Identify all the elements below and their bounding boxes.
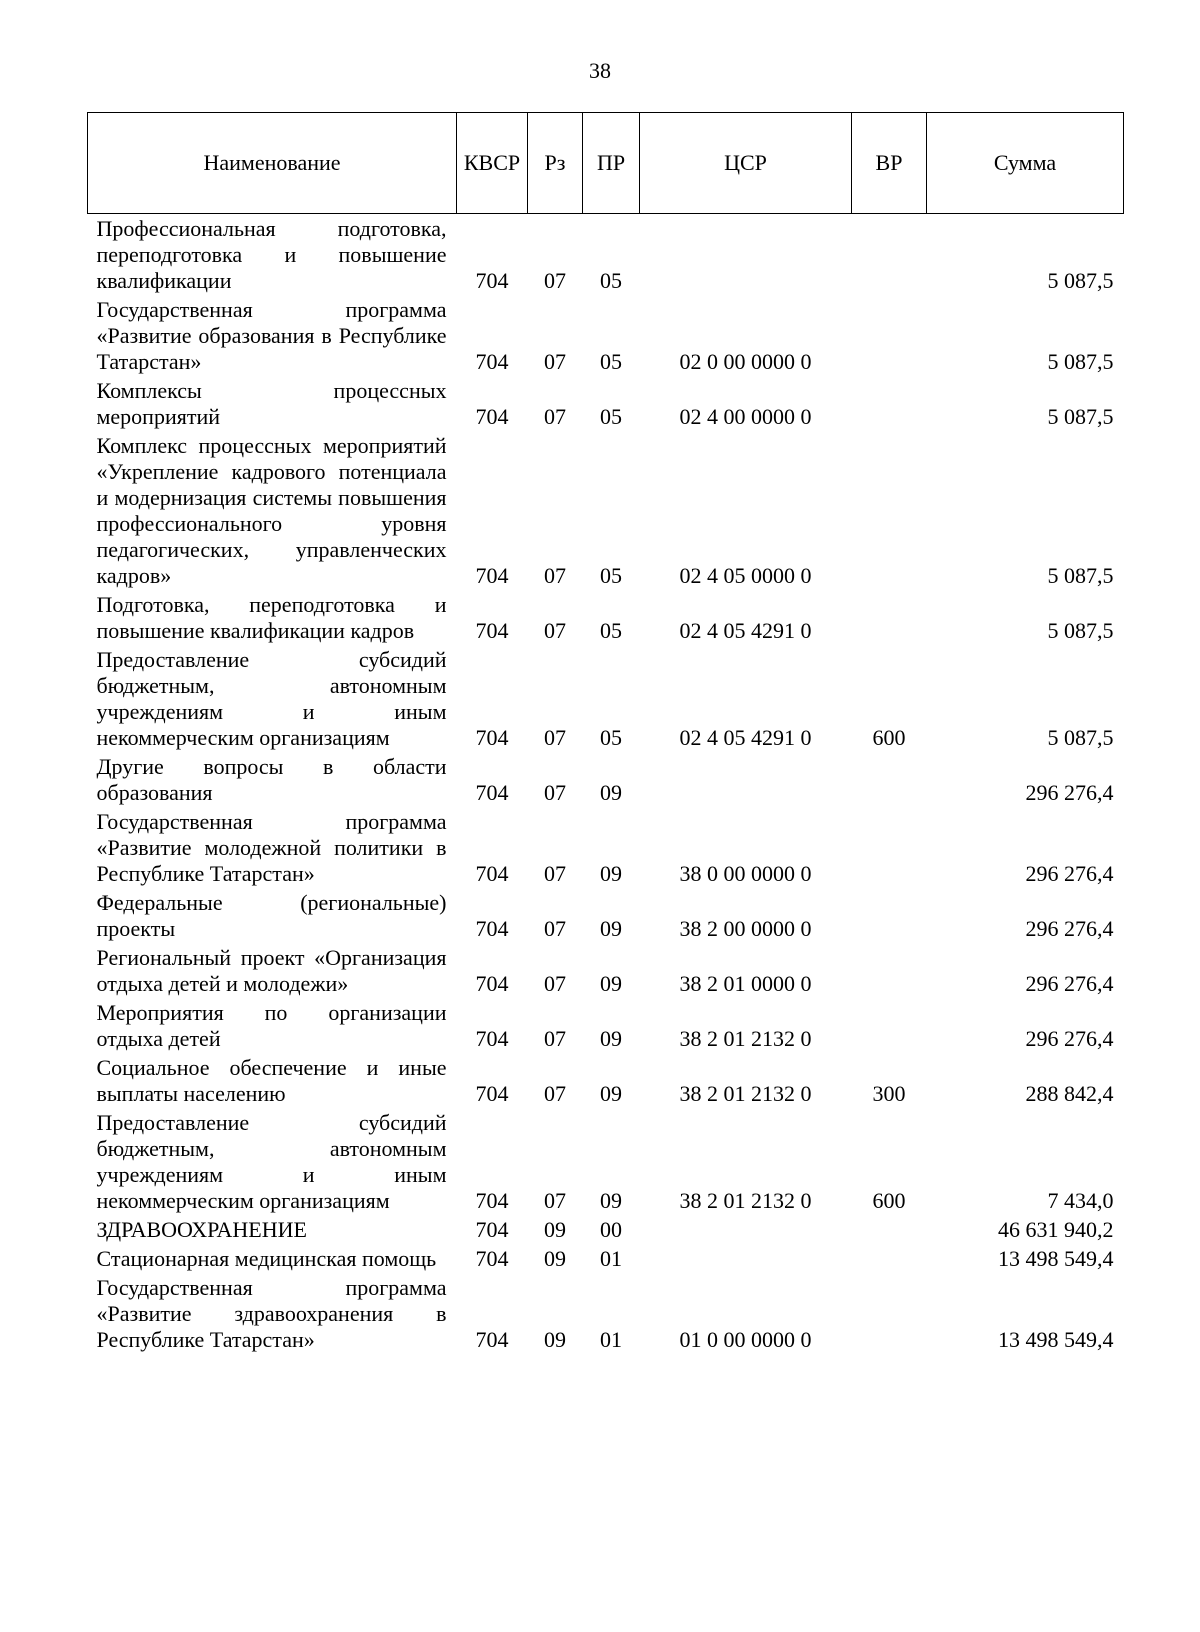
cell-rz: 09 — [544, 1327, 566, 1352]
cell-kvsr: 704 — [475, 916, 509, 941]
cell-name: Государственная программа «Развитие молодежной политики в Республике Татарстан» — [96, 809, 447, 886]
header-kvsr: КВСР — [457, 113, 528, 214]
cell-kvsr: 704 — [475, 725, 509, 750]
cell-kvsr: 704 — [475, 1188, 509, 1213]
cell-csr — [640, 1217, 852, 1246]
cell-kvsr: 704 — [475, 1246, 509, 1271]
cell-rz: 07 — [544, 404, 566, 429]
table-body — [88, 214, 1124, 1357]
cell-sum: 296 276,4 — [1025, 780, 1114, 805]
table-row — [88, 1246, 1124, 1275]
table-header — [88, 113, 1124, 214]
cell-csr — [640, 754, 852, 809]
cell-rz: 07 — [544, 861, 566, 886]
cell-name: Государственная программа «Развитие здравоохранения в Республике Татарстан» — [96, 1275, 447, 1352]
cell-csr: 01 0 00 0000 0 — [679, 1327, 812, 1352]
cell-pr: 09 — [600, 861, 622, 886]
cell-rz: 07 — [544, 916, 566, 941]
cell-csr: 02 0 00 0000 0 — [679, 349, 812, 374]
cell-sum: 46 631 940,2 — [998, 1217, 1114, 1242]
cell-name: Региональный проект «Организация отдыха детей и молодежи» — [96, 945, 447, 996]
cell-kvsr: 704 — [475, 404, 509, 429]
cell-vr — [852, 809, 927, 890]
cell-vr — [852, 945, 927, 1000]
cell-pr: 09 — [600, 916, 622, 941]
cell-pr: 05 — [600, 268, 622, 293]
cell-pr: 01 — [600, 1327, 622, 1352]
cell-rz: 07 — [544, 725, 566, 750]
cell-vr: 300 — [872, 1081, 906, 1106]
cell-kvsr: 704 — [475, 1081, 509, 1106]
header-pr: ПР — [583, 113, 640, 214]
cell-pr: 00 — [600, 1217, 622, 1242]
table-row — [88, 1055, 1124, 1110]
cell-name: Стационарная медицинская помощь — [96, 1246, 437, 1271]
cell-rz: 07 — [544, 1188, 566, 1213]
cell-rz: 09 — [544, 1217, 566, 1242]
table-row — [88, 1217, 1124, 1246]
table-row — [88, 433, 1124, 592]
header-name: Наименование — [88, 113, 457, 214]
table-row — [88, 378, 1124, 433]
cell-name: Федеральные (региональные) проекты — [96, 890, 447, 941]
cell-name: Мероприятия по организации отдыха детей — [96, 1000, 447, 1051]
cell-pr: 05 — [600, 725, 622, 750]
table-row — [88, 1275, 1124, 1356]
cell-pr: 09 — [600, 780, 622, 805]
cell-csr: 38 2 01 2132 0 — [679, 1081, 812, 1106]
cell-name: Предоставление субсидий бюджетным, автономным учреждениям и иным некоммерческим организациям — [96, 1110, 447, 1213]
cell-sum: 7 434,0 — [1047, 1188, 1114, 1213]
cell-sum: 5 087,5 — [1047, 268, 1114, 293]
cell-csr — [640, 214, 852, 298]
cell-pr: 05 — [600, 618, 622, 643]
cell-rz: 07 — [544, 349, 566, 374]
cell-csr: 38 2 01 2132 0 — [679, 1026, 812, 1051]
cell-csr: 38 2 01 0000 0 — [679, 971, 812, 996]
cell-vr: 600 — [872, 725, 906, 750]
table-row — [88, 809, 1124, 890]
cell-name: Комплексы процессных мероприятий — [96, 378, 447, 429]
cell-sum: 296 276,4 — [1025, 916, 1114, 941]
cell-rz: 09 — [544, 1246, 566, 1271]
cell-csr: 02 4 05 0000 0 — [679, 563, 812, 588]
cell-pr: 05 — [600, 563, 622, 588]
cell-csr: 38 0 00 0000 0 — [679, 861, 812, 886]
cell-kvsr: 704 — [475, 563, 509, 588]
cell-vr — [852, 592, 927, 647]
cell-name: Предоставление субсидий бюджетным, автономным учреждениям и иным некоммерческим организациям — [96, 647, 447, 750]
header-vr: ВР — [852, 113, 927, 214]
table-row — [88, 1110, 1124, 1217]
cell-pr: 05 — [600, 349, 622, 374]
table-row — [88, 214, 1124, 298]
table-row — [88, 890, 1124, 945]
header-csr: ЦСР — [640, 113, 852, 214]
cell-pr: 09 — [600, 971, 622, 996]
cell-sum: 296 276,4 — [1025, 1026, 1114, 1051]
table-row — [88, 1000, 1124, 1055]
cell-vr: 600 — [872, 1188, 906, 1213]
cell-name: Другие вопросы в области образования — [96, 754, 447, 805]
cell-csr: 02 4 00 0000 0 — [679, 404, 812, 429]
cell-pr: 01 — [600, 1246, 622, 1271]
cell-kvsr: 704 — [475, 1217, 509, 1242]
cell-kvsr: 704 — [475, 1026, 509, 1051]
cell-kvsr: 704 — [475, 268, 509, 293]
cell-rz: 07 — [544, 1026, 566, 1051]
cell-name: Профессиональная подготовка, переподготовка и повышение квалификации — [96, 216, 447, 293]
cell-sum: 5 087,5 — [1047, 349, 1114, 374]
cell-rz: 07 — [544, 780, 566, 805]
header-rz: Рз — [528, 113, 583, 214]
cell-vr — [852, 297, 927, 378]
cell-name: Подготовка, переподготовка и повышение квалификации кадров — [96, 592, 447, 643]
cell-csr: 02 4 05 4291 0 — [679, 725, 812, 750]
cell-kvsr: 704 — [475, 618, 509, 643]
budget-table — [87, 112, 1124, 1356]
page-number: 38 — [589, 58, 611, 83]
cell-pr: 09 — [600, 1188, 622, 1213]
cell-vr — [852, 214, 927, 298]
cell-name: Государственная программа «Развитие образования в Республике Татарстан» — [96, 297, 447, 374]
cell-sum: 5 087,5 — [1047, 404, 1114, 429]
cell-csr: 02 4 05 4291 0 — [679, 618, 812, 643]
cell-kvsr: 704 — [475, 1327, 509, 1352]
table-row — [88, 297, 1124, 378]
cell-sum: 288 842,4 — [1025, 1081, 1114, 1106]
cell-vr — [852, 433, 927, 592]
header-sum: Сумма — [927, 113, 1124, 214]
cell-kvsr: 704 — [475, 349, 509, 374]
cell-sum: 5 087,5 — [1047, 563, 1114, 588]
cell-vr — [852, 1000, 927, 1055]
table-row — [88, 945, 1124, 1000]
cell-csr: 38 2 01 2132 0 — [679, 1188, 812, 1213]
cell-kvsr: 704 — [475, 861, 509, 886]
cell-rz: 07 — [544, 268, 566, 293]
cell-sum: 13 498 549,4 — [998, 1327, 1114, 1352]
cell-sum: 296 276,4 — [1025, 861, 1114, 886]
cell-name: Комплекс процессных мероприятий «Укрепление кадрового потенциала и модернизация системы повышения профессионального уровня педагогических, управленческих кадров» — [96, 433, 447, 588]
cell-vr — [852, 378, 927, 433]
cell-vr — [852, 754, 927, 809]
cell-rz: 07 — [544, 563, 566, 588]
table-row — [88, 592, 1124, 647]
table-row — [88, 647, 1124, 754]
cell-rz: 07 — [544, 618, 566, 643]
table-row — [88, 754, 1124, 809]
cell-name: ЗДРАВООХРАНЕНИЕ — [96, 1217, 307, 1242]
cell-vr — [852, 1217, 927, 1246]
cell-rz: 07 — [544, 1081, 566, 1106]
cell-csr: 38 2 00 0000 0 — [679, 916, 812, 941]
cell-kvsr: 704 — [475, 780, 509, 805]
cell-csr — [640, 1246, 852, 1275]
cell-sum: 5 087,5 — [1047, 618, 1114, 643]
cell-pr: 05 — [600, 404, 622, 429]
cell-kvsr: 704 — [475, 971, 509, 996]
cell-pr: 09 — [600, 1081, 622, 1106]
cell-rz: 07 — [544, 971, 566, 996]
cell-vr — [852, 890, 927, 945]
cell-pr: 09 — [600, 1026, 622, 1051]
cell-sum: 5 087,5 — [1047, 725, 1114, 750]
cell-vr — [852, 1246, 927, 1275]
cell-sum: 13 498 549,4 — [998, 1246, 1114, 1271]
cell-vr — [852, 1275, 927, 1356]
cell-name: Социальное обеспечение и иные выплаты населению — [96, 1055, 447, 1106]
header-row — [88, 113, 1124, 214]
cell-sum: 296 276,4 — [1025, 971, 1114, 996]
